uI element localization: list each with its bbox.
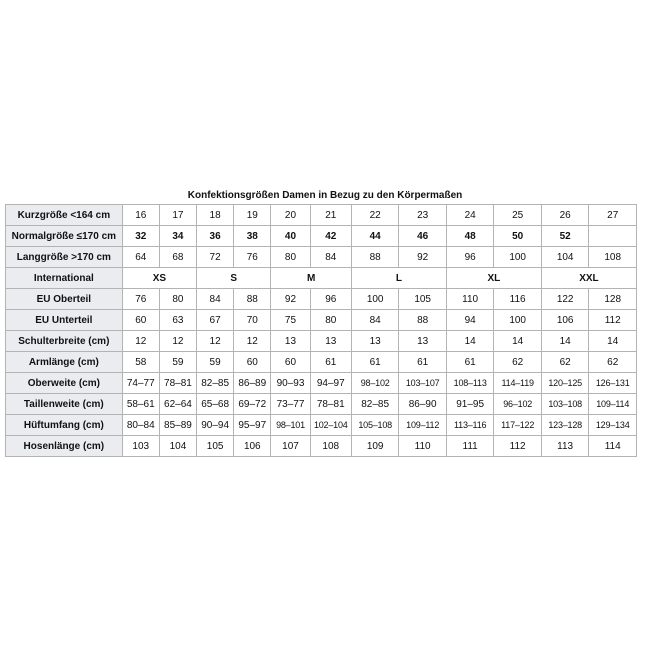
- table-cell: 100: [494, 310, 542, 331]
- table-cell: 14: [589, 331, 637, 352]
- table-cell: 46: [399, 226, 447, 247]
- table-cell: 73–77: [271, 394, 310, 415]
- row-header: Schulterbreite (cm): [6, 331, 123, 352]
- table-cell: 123–128: [541, 415, 589, 436]
- table-cell: 88: [234, 289, 271, 310]
- table-cell: 21: [310, 205, 351, 226]
- table-cell: 98–101: [271, 415, 310, 436]
- table-cell: 128: [589, 289, 637, 310]
- table-cell: 27: [589, 205, 637, 226]
- table-cell: 58–61: [122, 394, 159, 415]
- table-cell: 12: [122, 331, 159, 352]
- table-cell: 96–102: [494, 394, 542, 415]
- table-cell: 114–119: [494, 373, 542, 394]
- table-cell: 14: [541, 331, 589, 352]
- table-cell: 92: [271, 289, 310, 310]
- table-cell: 96: [310, 289, 351, 310]
- table-cell: 106: [234, 436, 271, 457]
- table-cell: 94–97: [310, 373, 351, 394]
- table-cell: 76: [234, 247, 271, 268]
- table-cell: 122: [541, 289, 589, 310]
- table-cell: 61: [310, 352, 351, 373]
- table-cell: 72: [197, 247, 234, 268]
- table-cell: 108–113: [446, 373, 494, 394]
- table-cell: 70: [234, 310, 271, 331]
- row-header: Oberweite (cm): [6, 373, 123, 394]
- table-cell: 112: [589, 310, 637, 331]
- table-cell: 96: [446, 247, 494, 268]
- row-header: EU Oberteil: [6, 289, 123, 310]
- table-cell: 24: [446, 205, 494, 226]
- table-cell: 12: [234, 331, 271, 352]
- table-cell: 40: [271, 226, 310, 247]
- table-row: [6, 331, 637, 352]
- table-cell: 120–125: [541, 373, 589, 394]
- row-header: Hosenlänge (cm): [6, 436, 123, 457]
- row-header: Kurzgröße <164 cm: [6, 205, 123, 226]
- table-cell: 90–94: [197, 415, 234, 436]
- table-cell: 84: [351, 310, 399, 331]
- table-cell: 82–85: [197, 373, 234, 394]
- table-row: [6, 415, 637, 436]
- table-cell: 18: [197, 205, 234, 226]
- table-cell: 107: [271, 436, 310, 457]
- table-cell: 23: [399, 205, 447, 226]
- table-cell: 62–64: [159, 394, 196, 415]
- table-cell: 74–77: [122, 373, 159, 394]
- table-row: [6, 247, 637, 268]
- table-cell: 85–89: [159, 415, 196, 436]
- table-cell: 16: [122, 205, 159, 226]
- table-cell: 106: [541, 310, 589, 331]
- table-cell: 86–90: [399, 394, 447, 415]
- size-label-cell: S: [197, 268, 271, 289]
- table-cell: 14: [494, 331, 542, 352]
- table-cell: 105: [399, 289, 447, 310]
- table-cell: 32: [122, 226, 159, 247]
- table-cell: 112: [494, 436, 542, 457]
- table-cell: 80–84: [122, 415, 159, 436]
- table-cell: 100: [494, 247, 542, 268]
- table-cell: 105–108: [351, 415, 399, 436]
- table-cell: [589, 226, 637, 247]
- table-cell: 108: [310, 436, 351, 457]
- table-cell: 95–97: [234, 415, 271, 436]
- table-cell: 86–89: [234, 373, 271, 394]
- size-table: [5, 204, 637, 457]
- table-cell: 92: [399, 247, 447, 268]
- table-cell: 88: [399, 310, 447, 331]
- table-cell: 80: [159, 289, 196, 310]
- table-cell: 102–104: [310, 415, 351, 436]
- table-cell: 34: [159, 226, 196, 247]
- table-cell: 12: [197, 331, 234, 352]
- table-cell: 42: [310, 226, 351, 247]
- table-cell: 60: [234, 352, 271, 373]
- table-cell: 104: [159, 436, 196, 457]
- table-cell: 109–114: [589, 394, 637, 415]
- table-cell: 110: [399, 436, 447, 457]
- table-cell: 62: [589, 352, 637, 373]
- table-cell: 36: [197, 226, 234, 247]
- table-cell: 61: [399, 352, 447, 373]
- table-row: [6, 394, 637, 415]
- table-cell: 61: [446, 352, 494, 373]
- table-cell: 113: [541, 436, 589, 457]
- table-cell: 62: [541, 352, 589, 373]
- table-cell: 109–112: [399, 415, 447, 436]
- table-row: [6, 436, 637, 457]
- table-cell: 13: [310, 331, 351, 352]
- row-header: Armlänge (cm): [6, 352, 123, 373]
- table-cell: 75: [271, 310, 310, 331]
- table-row: [6, 289, 637, 310]
- table-cell: 104: [541, 247, 589, 268]
- table-cell: 126–131: [589, 373, 637, 394]
- table-cell: 114: [589, 436, 637, 457]
- table-cell: 116: [494, 289, 542, 310]
- table-cell: 103–108: [541, 394, 589, 415]
- table-row: [6, 268, 637, 289]
- table-cell: 80: [271, 247, 310, 268]
- table-cell: 64: [122, 247, 159, 268]
- table-cell: 80: [310, 310, 351, 331]
- table-cell: 61: [351, 352, 399, 373]
- table-cell: 90–93: [271, 373, 310, 394]
- table-cell: 58: [122, 352, 159, 373]
- table-row: [6, 373, 637, 394]
- table-cell: 20: [271, 205, 310, 226]
- table-cell: 44: [351, 226, 399, 247]
- table-row: [6, 310, 637, 331]
- table-cell: 100: [351, 289, 399, 310]
- size-label-cell: M: [271, 268, 352, 289]
- table-cell: 76: [122, 289, 159, 310]
- table-cell: 60: [122, 310, 159, 331]
- table-cell: 103–107: [399, 373, 447, 394]
- table-cell: 98–102: [351, 373, 399, 394]
- table-cell: 117–122: [494, 415, 542, 436]
- table-cell: 91–95: [446, 394, 494, 415]
- table-cell: 84: [310, 247, 351, 268]
- table-cell: 108: [589, 247, 637, 268]
- table-cell: 59: [159, 352, 196, 373]
- table-cell: 62: [494, 352, 542, 373]
- table-cell: 94: [446, 310, 494, 331]
- row-header: Hüftumfang (cm): [6, 415, 123, 436]
- table-cell: 19: [234, 205, 271, 226]
- row-header: International: [6, 268, 123, 289]
- table-cell: 110: [446, 289, 494, 310]
- row-header: Normalgröße ≤170 cm: [6, 226, 123, 247]
- table-cell: 59: [197, 352, 234, 373]
- table-cell: 12: [159, 331, 196, 352]
- size-label-cell: XXL: [541, 268, 636, 289]
- size-label-cell: L: [351, 268, 446, 289]
- table-cell: 82–85: [351, 394, 399, 415]
- table-cell: 103: [122, 436, 159, 457]
- table-cell: 22: [351, 205, 399, 226]
- size-label-cell: XS: [122, 268, 196, 289]
- table-cell: 14: [446, 331, 494, 352]
- row-header: Taillenweite (cm): [6, 394, 123, 415]
- table-cell: 111: [446, 436, 494, 457]
- table-cell: 13: [271, 331, 310, 352]
- table-cell: 67: [197, 310, 234, 331]
- table-cell: 105: [197, 436, 234, 457]
- table-cell: 84: [197, 289, 234, 310]
- row-header: EU Unterteil: [6, 310, 123, 331]
- table-cell: 38: [234, 226, 271, 247]
- table-row: [6, 226, 637, 247]
- table-cell: 48: [446, 226, 494, 247]
- table-cell: 113–116: [446, 415, 494, 436]
- table-cell: 69–72: [234, 394, 271, 415]
- table-cell: 129–134: [589, 415, 637, 436]
- table-cell: 109: [351, 436, 399, 457]
- table-caption: Konfektionsgrößen Damen in Bezug zu den Körpermaßen: [187, 190, 463, 201]
- table-cell: 78–81: [159, 373, 196, 394]
- table-cell: 60: [271, 352, 310, 373]
- row-header: Langgröße >170 cm: [6, 247, 123, 268]
- table-cell: 26: [541, 205, 589, 226]
- table-cell: 65–68: [197, 394, 234, 415]
- table-cell: 13: [351, 331, 399, 352]
- size-label-cell: XL: [446, 268, 541, 289]
- table-row: [6, 352, 637, 373]
- table-cell: 52: [541, 226, 589, 247]
- table-cell: 68: [159, 247, 196, 268]
- table-cell: 17: [159, 205, 196, 226]
- table-cell: 25: [494, 205, 542, 226]
- table-cell: 13: [399, 331, 447, 352]
- table-cell: 78–81: [310, 394, 351, 415]
- table-cell: 63: [159, 310, 196, 331]
- table-row: [6, 205, 637, 226]
- table-cell: 88: [351, 247, 399, 268]
- table-cell: 50: [494, 226, 542, 247]
